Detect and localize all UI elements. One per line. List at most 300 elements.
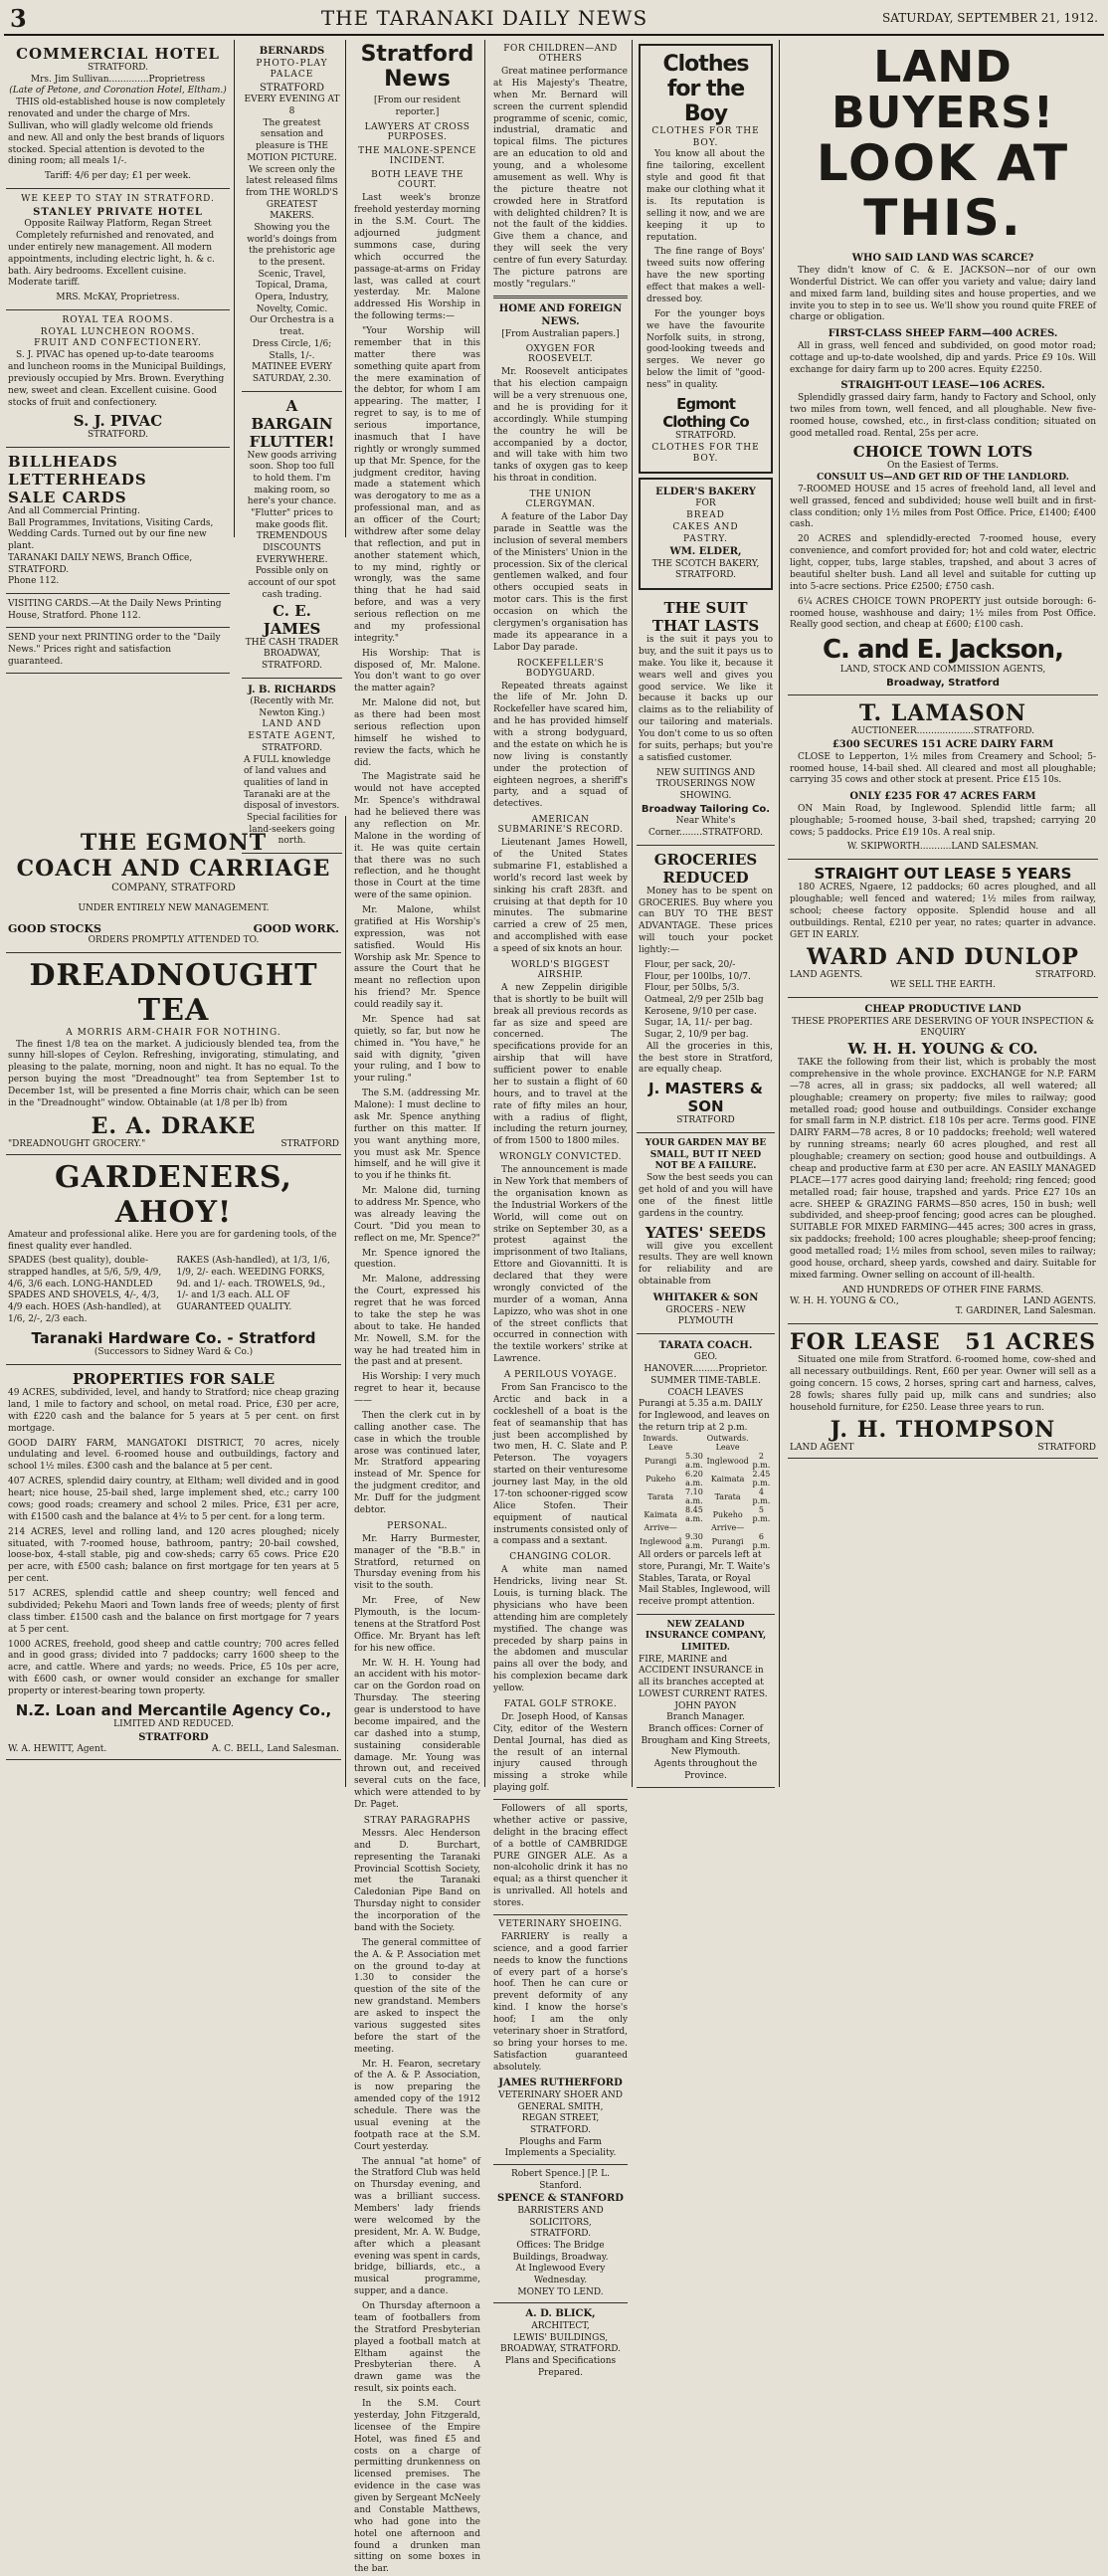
- ad-line: "Flutter" prices to make goods flit.: [251, 508, 333, 530]
- timetable-cell: Pukeho: [646, 1474, 676, 1484]
- ad-place: STRATFORD: [676, 1115, 735, 1126]
- ad-body: All in grass, well fenced and subdivided, on good motor road; cottage and up-to-date woolshed, dip and yards. Price £9 10s. Will exchange for dairy farm up to 200 acres. Equity £2250.: [790, 340, 1096, 375]
- timetable-cell: 9.30 a.m.: [684, 1532, 703, 1551]
- ad-line: UNDER ENTIRELY NEW MANAGEMENT.: [78, 902, 270, 913]
- ad-place: STRATFORD.: [1034, 970, 1096, 981]
- ad-intro: Amateur and professional alike. Here you are for gardening tools, of the finest quality ever handled.: [8, 1229, 337, 1252]
- ad-title: STANLEY PRIVATE HOTEL: [33, 206, 203, 218]
- timetable-row: [639, 1452, 773, 1470]
- ad-note: Plans and Specifications Prepared.: [504, 2356, 617, 2378]
- ad-subhead: STRAIGHT-OUT LEASE—106 ACRES.: [840, 380, 1045, 392]
- ad-footer: Special facilities for land-seekers going north.: [246, 812, 337, 847]
- ad-line: The greatest sensation and pleasure is THE MOTION PICTURE.: [247, 117, 337, 163]
- timetable-cell: [750, 1434, 773, 1443]
- ad-title: Clothes for the Boy: [662, 52, 749, 126]
- ad-address: GROCERS - NEW PLYMOUTH: [665, 1304, 746, 1327]
- paragraph: Flour, per 50lbs, 5/3.: [645, 983, 740, 994]
- ad-spence-stanford: [493, 2169, 628, 2298]
- ad-trade: THE CASH TRADER: [245, 637, 339, 648]
- ad-name: T. LAMASON: [859, 700, 1026, 727]
- ad-tariff: Tariff: 4/6 per day; £1 per week.: [44, 171, 192, 182]
- ad-body: THIS old-established house is now completely renovated and under the charge of Mrs. Sullivan, who will gladly welcome old friends and new. All and only the best brands of liquors stocked. Special attention is devoted to the dining room; all meals 1/-.: [8, 98, 226, 167]
- ad-motto: WE SELL THE EARTH.: [890, 980, 996, 991]
- ad-line: SMALL, BUT IT NEED: [649, 1149, 762, 1160]
- timetable-cell: Purangi: [711, 1536, 744, 1546]
- section-subheading: [From Australian papers.]: [501, 328, 620, 339]
- ad-body: For the younger boys we have the favourite Norfolk suits, in strong, good-looking tweeds and serges. We never go below the limit of "good-ness" in quality.: [646, 308, 765, 390]
- paragraph: Mr. H. Fearon, secretary of the A. & P. Association, is now preparing the amended copy of the 1912 schedule. There was the usual evening at the footpath race at the S.M. Court yesterday.: [354, 2059, 480, 2152]
- ad-name: W. H. H. YOUNG & CO.: [847, 1040, 1038, 1058]
- paragraph: The general committee of the A. & P. Association met on the ground to-day at 1.30 to consider the question of the site of the new grandstand. Members are asked to inspect the various suggested sites before the start of the meeting.: [354, 1937, 480, 2055]
- section-heading: Stratford News: [360, 42, 474, 92]
- ad-yates-seeds: [637, 1133, 775, 1334]
- ad-price: £300 SECURES 151 ACRE DAIRY FARM: [831, 739, 1054, 751]
- ad-title: BARRISTERS AND SOLICITORS,: [517, 2205, 604, 2228]
- ad-title: A BARGAIN FLUTTER!: [249, 396, 335, 451]
- ad-line: TREMENDOUS DISCOUNTS EVERYWHERE.: [256, 531, 328, 565]
- paragraph: The S.M. (addressing Mr. Malone): I must decline to ask Mr. Spence anything further on this matter. If you want anything more, you must ask Mr. Spence himself, and he will give it to you if he thinks fit.: [354, 1089, 480, 1182]
- ad-bernards: [242, 40, 342, 392]
- ad-subhead: WHO SAID LAND WAS SCARCE?: [851, 253, 1034, 265]
- ad-title: FOR LEASE: [790, 1329, 941, 1355]
- news-item-headline: A PERILOUS VOYAGE.: [503, 1370, 618, 1381]
- ad-vet-heading: VETERINARY SHOEING.: [498, 1918, 623, 1929]
- timetable-cell: 5.30 a.m.: [684, 1452, 703, 1471]
- ad-address: REGAN STREET, STRATFORD.: [521, 2113, 600, 2135]
- news-item-body: Repeated threats against the life of Mr. John D. Rockefeller have scared him, and he has provided himself with a strong bodyguard, and the estate on which he is now living is constantly under the protection of eighteen negroes, a sheriff's party, and a squad of detectives.: [493, 681, 628, 810]
- timetable-cell: Arrive—: [711, 1523, 745, 1533]
- ad-names: Robert Spence.] [P. L. Stanford.: [510, 2169, 610, 2191]
- newspaper-title: THE TARANAKI DAILY NEWS: [320, 6, 648, 30]
- ad-matinee: MATINEE EVERY SATURDAY, 2.30.: [252, 362, 332, 384]
- paragraph: Mr. W. H. H. Young had an accident with his motor-car on the Gordon road on Thursday. The steering gear is understood to have become impaired, and the car dashed into a stump, sustaining considerable damage. Mr. Young was thrown out, and received several cuts on the face, which were attended to by Dr. Paget.: [354, 1658, 480, 1810]
- news-item-headline: WRONGLY CONVICTED.: [498, 1152, 623, 1163]
- ad-title: REDUCED: [662, 868, 749, 887]
- issue-date: SATURDAY, SEPTEMBER 21, 1912.: [882, 11, 1098, 25]
- paragraph: Mr. Free, of New Plymouth, is the locum-tenens at the Stratford Post Office. Mr. Bryant has left for his new office.: [354, 1596, 480, 1654]
- ad-price: ONLY £235 FOR 47 ACRES FARM: [849, 791, 1036, 803]
- timetable-cell: 2 p.m.: [752, 1452, 771, 1471]
- paragraph: 49 ACRES, subdivided, level, and handy to Stratford; nice cheap grazing land, 1 mile to factory and school, on metal road. Price, £30 per acre, with £220 cash and the balance for 5 years at 5 per cent. on first mortgage.: [8, 1388, 339, 1434]
- ad-body: They didn't know of C. & E. JACKSON—nor of our own Wonderful District. We can offer you variety and value; dairy land and mixed farm land, building sites and house properties, and we invite you to step in to see us. We'll show you round quite FREE of charge or obligation.: [790, 265, 1096, 323]
- timetable-row: [639, 1505, 773, 1523]
- ad-note: (Late of Petone, and Coronation Hotel, Eltham.): [9, 86, 227, 97]
- ad-line: PASTRY.: [682, 533, 729, 544]
- ad-thompson-lease: [788, 1324, 1098, 1459]
- paragraph: On Thursday afternoon a team of footballers from the Stratford Presbyterian played a football match at Eltham against the Presbyterian there. A drawn game was the result, six points each.: [354, 2301, 480, 2395]
- news-item-headline: WORLD'S BIGGEST AIRSHIP.: [511, 959, 610, 980]
- paragraph: Mr. Harry Burmester, manager of the "B.B." in Stratford, returned on Thursday evening from his visit to the south.: [354, 1533, 480, 1592]
- ad-place: STRATFORD: [1037, 1443, 1096, 1454]
- column-theatre-shops: [239, 40, 346, 847]
- ad-name: C. E. JAMES: [263, 601, 321, 638]
- ad-line: Showing you the world's doings from the prehistoric age to the present. Scenic, Travel, Topical, Drama, Opera, Industry, Novelty, Comic.: [247, 222, 337, 314]
- ad-body: Sow the best seeds you can get hold of and you will have one of the finest little gardens in the country.: [639, 1173, 773, 1219]
- ad-line: CONSULT US—AND GET RID OF THE LANDLORD.: [817, 473, 1069, 484]
- ad-work: GOOD WORK.: [253, 922, 339, 936]
- ad-bargain-flutter: [242, 392, 342, 679]
- news-items: [493, 344, 628, 1795]
- paragraph: Oatmeal, 2/9 per 25lb bag: [645, 994, 764, 1005]
- ad-line: Possible only on account of our spot cash trading.: [248, 566, 336, 600]
- ad-role: Branch Manager.: [666, 1712, 745, 1723]
- paragraph: The Magistrate said he would not have accepted Mr. Spence's withdrawal had he believed there was any reflection on Mr. Malone in the wording of it. He was quite certain that there was no such reflection, and he thought those in Court at the time were of the same opinion.: [354, 772, 480, 901]
- ad-place: STRATFORD.: [87, 430, 149, 441]
- ad-body: 6¼ ACRES CHOICE TOWN PROPERTY just outside borough: 6-roomed house, washhouse and dairy; 1½ miles from Post Office. Really good section, and cheap at £600; £100 cash.: [790, 596, 1096, 631]
- ad-address: Broadway, Stratford: [886, 677, 1000, 689]
- ad-shop: "DREADNOUGHT GROCERY.": [8, 1138, 146, 1149]
- ad-title: COMMERCIAL HOTEL: [16, 45, 220, 63]
- paragraph: GOOD DAIRY FARM, MANGATOKI DISTRICT, 70 acres, nicely undulating and level. 6-roomed house and outbuildings, factory and school 1½ miles. £300 cash and the balance at 5 per cent.: [8, 1438, 339, 1473]
- ad-name: Taranaki Hardware Co. - Stratford: [31, 1329, 316, 1348]
- timetable-cell: 6 p.m.: [752, 1532, 771, 1551]
- ad-note: Ploughs and Farm Implements a Speciality.: [504, 2136, 617, 2159]
- lower-left-ads: [6, 816, 346, 1787]
- paragraph: 214 ACRES, level and rolling land, and 120 acres ploughed; nicely situated, with 7-roomed house, bathroom, pantry; 20-bail cowshed, loose-box, 4-stall stable, pig and cow-sheds; carry 65 cows. Price £20 per acre, with £500 cash; balance on first mortgage for ten years at 5 per cent.: [8, 1526, 339, 1585]
- timetable-cell: Pukeho: [712, 1509, 743, 1519]
- ad-egmont-coach: [6, 816, 341, 953]
- paragraph: Mr. Spence ignored the question.: [354, 1248, 480, 1271]
- ad-line: LETTERHEADS: [8, 471, 147, 490]
- ad-ginger-ale: Followers of all sports, whether active or passive, delight in the bracing effect of a bottle of CAMBRIDGE PURE GINGER ALE. As a non-alcoholic drink it has no equal; as a thirst quencher it is unrivalled. All hotels and stores.: [493, 1804, 628, 1909]
- ad-body: TAKE the following from their list, which is probably the most comprehensive in the whole province. EXCHANGE for N.P. FARM—78 acres, all in grass; six paddocks, all well watered; all ploughable; creamery on property; five miles to railway; good metalled road; good house and outbuildings. Consider exchange for small farm in N.P. district. £18 10s per acre. Terms good. FINE DAIRY FARM—78 acres, 8 or 10 paddocks; freehold; well watered by running streams; nearly 60 acres ploughed, and rest all ploughable; creamery on section; good house and outbuildings. A cheap and productive farm at £30 per acre. AN EASILY MANAGED PLACE—177 acres good dairying land; freehold; ring fenced; good metalled road; fair house, trapshed and yards. Price £27 10s an acre. SHEEP & GRAZING FARMS—850 acres, 150 in bush; well subdivided, and sheep-proof fencing; good acres can be ploughed. SUITABLE FOR MIXED FARMING—445 acres; 300 acres in grass, six paddocks; freehold; 100 acres ploughable; sheep-proof fencing; good metalled road; 1½ miles from school, seven miles to railway; good house, orchard, sheep yards, cowshed and dairy. Suitable for mixed farming. Owner selling on account of ill-health.: [790, 1058, 1096, 1281]
- ad-body: S. J. PIVAC has opened up-to-date tearooms and luncheon rooms in the Municipal Buildings, previously occupied by Mrs. Brown. Everything new, sweet and clean. Excellent cuisine. Good stocks of fruit and confectionery.: [8, 350, 227, 408]
- ad-lamason: [788, 695, 1098, 860]
- ad-salesman: T. GARDINER, Land Salesman.: [955, 1306, 1096, 1317]
- news-item-body: From San Francisco to the Arctic and back in a cockleshell of a boat is the feat of seamanship that has just been accomplished by two men, H. C. Slate and P. Peterson. The voyagers started on their venturesome journey last May, in the old 17-ton schooner-rigged scow Alice Stofen. Their equipment of nautical instruments consisted only of a compass and a sextant.: [493, 1383, 628, 1547]
- section-heading: HOME AND FOREIGN NEWS.: [498, 302, 623, 328]
- timetable-cell: Kaimata: [710, 1474, 745, 1484]
- ad-line: We screen only the latest released films from THE WORLD'S GREATEST MAKERS.: [246, 164, 338, 222]
- ad-address: Branch offices: Corner of Brougham and King Streets, New Plymouth.: [641, 1723, 771, 1758]
- ad-name: SPENCE & STANFORD: [497, 2193, 624, 2205]
- ad-title: PROPERTIES FOR SALE: [72, 1370, 276, 1388]
- coach-timetable: [639, 1434, 773, 1550]
- ad-title: BERNARDS: [259, 46, 325, 57]
- ad-title: YATES' SEEDS: [645, 1223, 767, 1242]
- ad-place: STRATFORD.: [87, 63, 149, 73]
- ad-line: BREAD: [686, 510, 725, 521]
- ad-name: A. D. BLICK,: [525, 2308, 596, 2320]
- ad-body: will give you excellent results. They are well known for reliability and are obtainable from: [639, 1241, 773, 1288]
- ad-name: JAMES RUTHERFORD: [498, 2078, 623, 2089]
- ad-title: GARDENERS, AHOY!: [55, 1159, 292, 1230]
- byline: [From our resident reporter.]: [374, 96, 461, 117]
- ad-outro: All the groceries in this, the best store in Stratford, are equally cheap.: [639, 1041, 773, 1076]
- ad-body: CLOSE to Lepperton, 1½ miles from Creamery and School; 5-roomed house, 14-bail shed. All cleared and most all ploughable; carrying 35 cows and other stock at present. Price £15 10s.: [790, 751, 1096, 786]
- timetable-cell: 8.45 a.m.: [684, 1505, 703, 1524]
- timetable-cell: Purangi: [645, 1456, 677, 1466]
- paragraph: Mr. Malone did, turning to address Mr. Spence, who was already leaving the Court. "Did you mean to reflect on me, Mr. Spence?": [354, 1186, 480, 1244]
- ad-gardeners: [6, 1155, 341, 1365]
- paragraph: Then the clerk cut in by calling another case. The case in which the trouble arose was continued later, Mr. Stratford appearing instead of Mr. Spence for the judgment creditor, and Mr. Duff for the judgment debtor.: [354, 1410, 480, 1515]
- ad-address: LEWIS' BUILDINGS, BROADWAY, STRATFORD.: [499, 2332, 622, 2355]
- paragraph: His Worship: I very much regret to hear it, because——: [354, 1372, 480, 1406]
- ad-body: A FULL knowledge of land values and qualities of land in Taranaki are at the disposal of investors.: [244, 754, 340, 812]
- ad-young-co: [788, 998, 1098, 1324]
- paragraph: 517 ACRES, splendid cattle and sheep country; well fenced and subdivided; Pekehu Maori and Town lands free of weeds; plenty of first class timber. £1500 cash and the balance on first mortgage for 7 years at 5 per cent.: [8, 1589, 339, 1635]
- page-number: 3: [10, 3, 27, 33]
- stray-paragraphs: [354, 1829, 480, 2576]
- ad-name: JOHN PAYON: [674, 1700, 737, 1711]
- ad-subtitle: A MORRIS ARM-CHAIR FOR NOTHING.: [66, 1027, 281, 1038]
- ad-proprietor: Mrs. Jim Sullivan..............Proprietress: [30, 74, 206, 85]
- ad-line: CAKES AND: [672, 521, 739, 532]
- ad-title: STRAIGHT OUT LEASE 5 YEARS: [814, 865, 1072, 884]
- ad-name: Egmont Clothing Co: [662, 394, 749, 431]
- ad-line: COACH LEAVES: [667, 1387, 744, 1398]
- ad-body: The finest 1/8 tea on the market. A judiciously blended tea, from the sunny hill-slopes of Ceylon. Refreshing, invigorating, stimulating, and pleasing to the palate, morning, noon and night. It has no equal. To the person buying the most "Dreadnought" tea from September 1st to December 1st, will be presented a fine Morris chair, which can be seen in the "Dreadnought" window. Obtainable (at 1/8 per lb) from: [8, 1039, 339, 1108]
- timetable-cell: Leave: [715, 1443, 740, 1453]
- ad-offices: Offices: The Bridge Buildings, Broadway.: [512, 2241, 609, 2263]
- timetable-cell: 6.20 a.m.: [684, 1470, 703, 1488]
- ad-salesman: A. C. BELL, Land Salesman.: [211, 1744, 339, 1755]
- ad-nz-insurance: [637, 1615, 775, 1789]
- ad-name: WHITAKER & SON: [652, 1292, 759, 1304]
- ad-role: LAND AGENTS.: [790, 970, 863, 981]
- paragraph: Flour, per sack, 20/-: [645, 959, 736, 970]
- ad-role: AUCTIONEER....................STRATFORD.: [850, 726, 1035, 737]
- article-headline: LAWYERS AT CROSS PURPOSES.: [364, 122, 470, 143]
- ad-body: The fine range of Boys' tweed suits now offering have the new sporting effect that makes a well-dressed boy.: [646, 247, 765, 304]
- timetable-cell: [682, 1523, 705, 1532]
- ad-subtitle: CLOTHES FOR THE BOY.: [651, 126, 760, 148]
- ad-line: Our Orchestra is a treat.: [250, 315, 334, 338]
- ad-intro: Money has to be spent on GROCERIES. Buy where you can BUY TO THE BEST ADVANTAGE. These prices will touch your pocket lightly:—: [639, 886, 773, 955]
- timetable-cell: [750, 1443, 773, 1452]
- ad-properties-for-sale: [6, 1365, 341, 1760]
- timetable-cell: Inglewood: [640, 1536, 682, 1546]
- article-headline: STRAY PARAGRAPHS: [363, 1815, 471, 1826]
- ad-tarata-coach: [637, 1334, 775, 1615]
- ad-line: NEW SUITINGS AND TROUSERINGS NOW SHOWING.: [655, 767, 756, 802]
- news-item-headline: ROCKEFELLER'S BODYGUARD.: [516, 658, 605, 679]
- ad-body: Splendidly grassed dairy farm, handy to Factory and School, only two miles from town, well fenced, and all ploughable. New five-roomed house, cowshed, etc., in first-class condition; situated on good metalled road. Rental, 25s per acre.: [790, 392, 1096, 439]
- paragraph: Messrs. Alec Henderson and D. Burchart, representing the Taranaki Provincial Scottish Society, met the Taranaki Caledonian Pipe Band on Thursday night to consider the incorporation of the band with the Society.: [354, 1828, 480, 1933]
- news-item-headline: FATAL GOLF STROKE.: [503, 1698, 618, 1709]
- ad-body: is the suit it pays you to buy, and the suit it pays us to make. You like it, because it wears well and gives you good service. We like it because it backs up our claims as to the reliability of our tailoring and materials. You don't come to us so often for suits, perhaps; but you're a satisfied customer.: [639, 635, 773, 763]
- sub-column-news: [493, 40, 633, 2378]
- ad-line: BILLHEADS: [8, 453, 118, 472]
- ad-title: THE EGMONT: [80, 830, 268, 856]
- ad-company: N.Z. Loan and Mercantile Agency Co.,: [15, 1700, 332, 1719]
- news-item-headline: THE UNION CLERGYMAN.: [525, 490, 596, 510]
- ad-proprietor: GEO. HANOVER.........Proprietor.: [644, 1352, 768, 1375]
- ad-note: MONEY TO LEND.: [517, 2286, 604, 2297]
- timetable-row: [639, 1434, 773, 1443]
- news-item-headline: CHANGING COLOR.: [509, 1552, 612, 1563]
- ad-body: Purangi at 5.35 a.m. DAILY for Inglewood, and leaves on the return trip at 2 p.m.: [639, 1399, 770, 1433]
- news-item-body: Lieutenant James Howell, of the United States submarine F1, established a world's record last week by sinking his craft 283ft. and cruising at that depth for 10 minutes. The submarine carried a crew of 25 men, and accomplished with ease a speed of six knots an hour.: [493, 838, 628, 955]
- ad-line: EVERY EVENING AT 8: [244, 95, 340, 117]
- ad-body: Completely refurnished and renovated, and under entirely new management. All modern appointments, including electric light, h. & c. bath. Airy bedrooms. Excellent cuisine. Moderate tariff.: [8, 230, 215, 289]
- ad-send-printing: SEND your next PRINTING order to the "Daily News." Prices right and satisfaction guaranteed.: [6, 628, 230, 674]
- paragraph: Mr. Malone did not, but as there had been most serious reflection upon himself he wished to review the facts, which he did.: [354, 698, 480, 768]
- timetable-cell: Leave: [648, 1443, 673, 1453]
- ad-stanley-hotel: [6, 189, 230, 310]
- article-body: Great matinee performance at His Majesty's Theatre, when Mr. Bernard will screen the current splendid programme of scenic, comic, industrial, dramatic and topical films. The pictures are an education to old and young, and a wholesome amusement as well. Why is the picture theatre not crowded here in Stratford with delighted children? It is not the fault of the kiddies. Give them a chance, and they will seek the very centre of fun every Saturday. The picture patrons are mostly "regulars.": [493, 67, 628, 290]
- ad-name: J. H. THOMPSON: [830, 1417, 1056, 1444]
- timetable-cell: Arrive—: [644, 1523, 677, 1533]
- ad-note: At Inglewood Every Wednesday.: [515, 2264, 606, 2286]
- ad-egmont-clothing: [639, 44, 773, 474]
- ad-line: SUMMER TIME-TABLE.: [650, 1375, 761, 1386]
- news-item-body: Mr. Roosevelt anticipates that his election campaign will be a very strenuous one, and he is providing for it accordingly. While stumping the country he will be accompanied by a doctor, and will take with him two tanks of oxygen gas to keep his throat in condition.: [493, 367, 628, 485]
- article-subheadline: BOTH LEAVE THE COURT.: [371, 170, 463, 191]
- timetable-cell: Tarata: [647, 1491, 674, 1501]
- ad-body: 7-ROOMED HOUSE and 15 acres of freehold land, all level and well grassed, fenced and subdivided; house well built and in first-class condition; only 1½ miles from Post Office. Price, £1400; £400 cash.: [790, 484, 1096, 530]
- ad-line: On the Easiest of Terms.: [886, 461, 1000, 472]
- ad-subtitle: THESE PROPERTIES ARE DESERVING OF YOUR INSPECTION & ENQUIRY: [791, 1016, 1095, 1039]
- ad-place: STRATFORD.: [674, 430, 737, 441]
- paragraph: Mr. Malone, whilst gratified at His Worship's expression, was not satisfied. Would His Worship ask Mr. Spence to assure the Court that he meant no reflection upon his friend? Mr. Spence could readily say it.: [354, 905, 480, 1010]
- paragraph: In the S.M. Court yesterday, John Fitzgerald, licensee of the Empire Hotel, was fined £5 and costs on a charge of permitting drunkenness on licensed premises. The evidence in the case was given by Sergeant McNeely and Constable Matthews, who had gone into the hotel one afternoon and found a drunken man sitting on some boxes in the bar.: [354, 2399, 480, 2575]
- ad-place: STRATFORD.: [529, 2229, 592, 2240]
- ad-body: Situated one mile from Stratford. 6-roomed home, cow-shed and all necessary outbuildings. Rent, £60 per year. Owner will sell as a going concern. 15 cows, 2 horses, spring cart and harness, calves, 28 fowls; shares fully paid up, milk cans and sundries; also household furniture, for £250. Lease three years to run.: [790, 1355, 1096, 1413]
- ad-name: W. H. H. YOUNG & CO.,: [790, 1296, 899, 1307]
- ad-line: FOR: [695, 498, 716, 509]
- ad-blick: [493, 2307, 628, 2379]
- ad-printing: [6, 448, 230, 594]
- ad-dreadnought-tea: [6, 953, 341, 1155]
- ad-line: And all Commercial Printing.: [8, 506, 140, 517]
- timetable-cell: 2.45 p.m.: [752, 1470, 771, 1488]
- ad-body: Ball Programmes, Invitations, Visiting Cards, Wedding Cards. Turned out by our fine new plant.: [8, 517, 214, 552]
- ad-vet-body: FARRIERY is really a science, and a good farrier needs to know the functions of every part of a horse's hoof. Then he can cure or prevent deformity of any kind. I know the horse's hoof; I am the only veterinary shoer in Stratford, so bring your horses to me. Satisfaction guaranteed absolutely.: [493, 1931, 628, 2073]
- timetable-cell: 7.10 a.m.: [684, 1487, 703, 1506]
- ad-place: STRATFORD: [259, 82, 325, 94]
- ad-note: Agents throughout the Province.: [653, 1758, 758, 1781]
- ad-note: (Recently with Mr. Newton King.): [250, 696, 334, 718]
- timetable-cell: Inglewood: [706, 1456, 749, 1466]
- sub-column-ads: [633, 40, 775, 1787]
- ad-groceries-reduced: [637, 846, 775, 1133]
- timetable-cell: Tarata: [714, 1491, 741, 1501]
- column-hotels-printing: [6, 40, 235, 667]
- ad-name: WM. ELDER,: [669, 546, 742, 558]
- ad-line: NOT BE A FAILURE.: [654, 1161, 757, 1172]
- article-subheadline: THE MALONE-SPENCE INCIDENT.: [358, 146, 476, 167]
- price-list: [639, 960, 773, 1042]
- ad-elders-bakery: [639, 478, 773, 590]
- news-item-body: A new Zeppelin dirigible that is shortly to be built will break all previous records as far as size and speed are concerned. The specifications provide for an airship that will have sufficient power to enable her to sustain a flight of 60 hours, and to travel at the rate of fifty miles an hour, with a radius of flight, including the return journey, of from 1500 to 1800 miles.: [493, 982, 628, 1147]
- ad-pivac: [6, 310, 230, 448]
- ad-headline: LAND BUYERS!: [831, 42, 1054, 139]
- ad-place: STRATFORD.: [261, 742, 323, 753]
- ad-role: LAND, STOCK AND COMMISSION AGENTS,: [839, 665, 1046, 676]
- ad-line: ORDERS PROMPTLY ATTENDED TO.: [88, 935, 260, 946]
- ad-title: TARATA COACH.: [658, 1339, 753, 1351]
- paragraph: Mr. Malone, addressing the Court, expressed his regret that he was forced to take the step he was about to take. He handed Mr. Nowell, S.M. for the way he had treated him in the past and at present.: [354, 1275, 480, 1368]
- ad-line: New goods arriving soon. Shop too full to hold them. I'm making room, so here's your chance.: [247, 450, 337, 507]
- news-item-body: The announcement is made in New York that members of the organisation known as the Industrial Workers of the World, will come out on strike on September 30, as a protest against the imprisonment of two Italians, Ettore and Giovannitti. It is declared that they were wrongly convicted of the murder of a woman, Anna Lapizzo, who was shot in one of the street conflicts that occurred in connection with the textile workers' strike at Lawrence.: [493, 1165, 628, 1365]
- timetable-cell: 5 p.m.: [752, 1505, 771, 1524]
- ad-title: ARCHITECT,: [531, 2320, 590, 2331]
- timetable-cell: Inwards.: [643, 1434, 678, 1444]
- timetable-cell: [682, 1443, 705, 1452]
- timetable-cell: Kaimata: [644, 1509, 677, 1519]
- ad-body: 180 ACRES, Ngaere, 12 paddocks; 60 acres ploughed, and all ploughable; well fenced and watered; 1½ miles from railway, school; cheese factory opposite. Splendid house and all outbuildings. Rental, £210 per year, no rates; quarter in advance. GET IN EARLY.: [790, 883, 1096, 940]
- news-item-body: A white man named Hendricks, living near St. Louis, is turning black. The physicians who have been attending him are completely mystified. The change was preceded by sharp pains in the abdomen and muscular pains all over the body, and his complexion became dark yellow.: [493, 1565, 628, 1694]
- ad-title: CHEAP PRODUCTIVE LAND: [864, 1004, 1021, 1016]
- ad-place: STRATFORD.: [674, 570, 737, 581]
- paragraph: Mr. Spence had sat quietly, so far, but now he chimed in. "You have," he said with dignity, "given your ruling, and I bow to your ruling.": [354, 1014, 480, 1085]
- ad-title: DREADNOUGHT TEA: [29, 957, 318, 1028]
- ad-name: C. and E. Jackson,: [822, 635, 1064, 666]
- timetable-row: [639, 1443, 773, 1452]
- ad-name: WARD AND DUNLOP: [807, 944, 1079, 971]
- ad-name: E. A. DRAKE: [91, 1112, 257, 1139]
- ad-ward-dunlop: [788, 860, 1098, 998]
- ad-note: LIMITED AND REDUCED.: [113, 1718, 234, 1729]
- personal-notes: [354, 1534, 480, 1812]
- ad-footer: AND HUNDREDS OF OTHER FINE FARMS.: [841, 1285, 1044, 1295]
- ad-subtitle: COMPANY, STRATFORD: [111, 883, 236, 893]
- masthead: [4, 2, 1104, 36]
- column-stratford-news: [350, 40, 485, 2575]
- ad-name: J. MASTERS & SON: [648, 1080, 763, 1116]
- ad-line: ROYAL TEA ROOMS.: [62, 314, 174, 325]
- ad-agent: W. A. HEWITT, Agent.: [8, 1744, 107, 1755]
- paragraph: 407 ACRES, splendid dairy country, at Eltham; well divided and in good heart; nice house, 25-bail shed, large implement shed, etc.; carry 100 cows; good roads; creamery and school 2 miles. Price, £31 per acre, with £1500 cash and the balance at 4½ to 5 per cent. for a long term.: [8, 1477, 339, 1522]
- ad-line: YOUR GARDEN MAY BE: [645, 1138, 767, 1148]
- column-news-ads: [489, 40, 780, 2378]
- paragraph: Flour, per 100lbs, 10/7.: [645, 971, 751, 982]
- paragraph: The annual "at home" of the Stratford Club was held on Thursday evening, and was a brilliant success. Members' lady friends were welcomed by the president, Mr. A. W. Budge, after which a pleasant evening was spent in cards, bridge, billiards, etc., a musical programme, supper, and a dance.: [354, 2156, 480, 2297]
- paragraph: Sugar, 2, 10/9 per bag.: [645, 1030, 749, 1040]
- ad-phone: Phone 112.: [8, 576, 60, 587]
- paragraph: Last week's bronze freehold yesterday morning in the S.M. Court. The adjourned judgment summons case, during which occurred the passage-at-arms on Friday last, was called at court yesterday. Mr. Malone addressed His Worship in the following terms:—: [354, 193, 480, 322]
- ad-list-left: SPADES (best quality), double-strapped handles, at 5/6, 5/9, 4/9, 4/6, 3/6 each. LONG-HANDLED SPADES AND SHOVELS, 4/-, 4/3, 4/9 each. HOES (Ash-handled), at 1/6, 2/-, 2/3 each.: [8, 1256, 162, 1324]
- article-headline: PERSONAL.: [387, 1520, 448, 1531]
- ad-note: (Successors to Sidney Ward & Co.): [93, 1347, 254, 1358]
- ad-role: LAND AGENT: [790, 1443, 854, 1454]
- timetable-row: [639, 1487, 773, 1505]
- ad-body: You know all about the fine tailoring, excellent style and good fit that make our clothing what it is. Its reputation is selling it now, and we are keeping it up to reputation.: [646, 149, 765, 243]
- ad-visiting-cards: VISITING CARDS.—At the Daily News Printing House, Stratford. Phone 112.: [6, 594, 230, 628]
- news-item-headline: AMERICAN SUBMARINE'S RECORD.: [497, 815, 624, 836]
- ad-agent: W. SKIPWORTH...........LAND SALESMAN.: [846, 842, 1039, 853]
- ad-role: LAND AGENTS.: [1022, 1296, 1096, 1307]
- ad-title: COACH AND CARRIAGE: [16, 856, 331, 882]
- ad-title: ELDER'S BAKERY: [655, 486, 756, 497]
- ad-subtitle: LAND AND ESTATE AGENT,: [248, 719, 336, 742]
- ad-banner: WE KEEP TO STAY IN STRATFORD.: [21, 194, 215, 204]
- property-list: [8, 1388, 339, 1698]
- ad-place: Opposite Railway Platform, Regan Street: [24, 219, 212, 230]
- ad-line: SALE CARDS: [8, 489, 127, 507]
- ad-commercial-hotel: [6, 40, 230, 189]
- ad-title: VETERINARY SHOER AND GENERAL SMITH,: [498, 2089, 623, 2112]
- paragraph: His Worship: That is disposed of, Mr. Malone. You don't want to go over the matter again?: [354, 648, 480, 694]
- timetable-row: [639, 1523, 773, 1532]
- ad-subhead: CHOICE TOWN LOTS: [852, 443, 1033, 462]
- ad-acres: 51 ACRES: [965, 1329, 1096, 1355]
- ad-land-buyers: [788, 40, 1098, 695]
- ad-line: ROYAL LUNCHEON ROOMS.: [40, 326, 196, 337]
- article-headline: FOR CHILDREN—AND OTHERS: [503, 44, 618, 64]
- ad-name: Broadway Tailoring Co.: [641, 803, 771, 815]
- news-item-headline: OXYGEN FOR ROOSEVELT.: [525, 344, 596, 365]
- ad-body: All orders or parcels left at store, Purangi, Mr. T. Waite's Stables, Tarata, or Royal Mail Stables, Inglewood, will receive prompt attention.: [639, 1550, 771, 1607]
- column-land-agents: [784, 40, 1102, 1787]
- ad-suit-that-lasts: [637, 594, 775, 846]
- ad-body: 20 ACRES and splendidly-erected 7-roomed house, every convenience, and comfort provided for; hot and cold water, electric light, copper, tubs, large stables, trapshed, and about 3 acres of beautiful shelter bush. Land all level and suitable for cutting up into 5-acre sections. Price £2500; £750 cash.: [790, 534, 1096, 592]
- ad-title: NEW ZEALAND INSURANCE COMPANY, LIMITED.: [645, 1619, 767, 1654]
- paragraph: Kerosene, 9/10 per case.: [645, 1006, 757, 1017]
- ad-address: BROADWAY, STRATFORD.: [261, 649, 323, 671]
- paragraph: "Your Worship will remember that in this matter there was something quite apart from the mere examination of the debtor, for whom I am appearing. The matter, I regret to say, is to me of serious importance, inasmuch that I have rightly or wrongly summed up that Mr. Spence, for the judgment creditor, having made a statement which was derogatory to me as a professional man, and as an officer of the Court; withdrew after some delay that reflection, and put in another statement which, to my mind, rightly or wrongly, was the same thing that he had said before, and was a very serious reflection on me and my professional integrity.": [354, 326, 480, 644]
